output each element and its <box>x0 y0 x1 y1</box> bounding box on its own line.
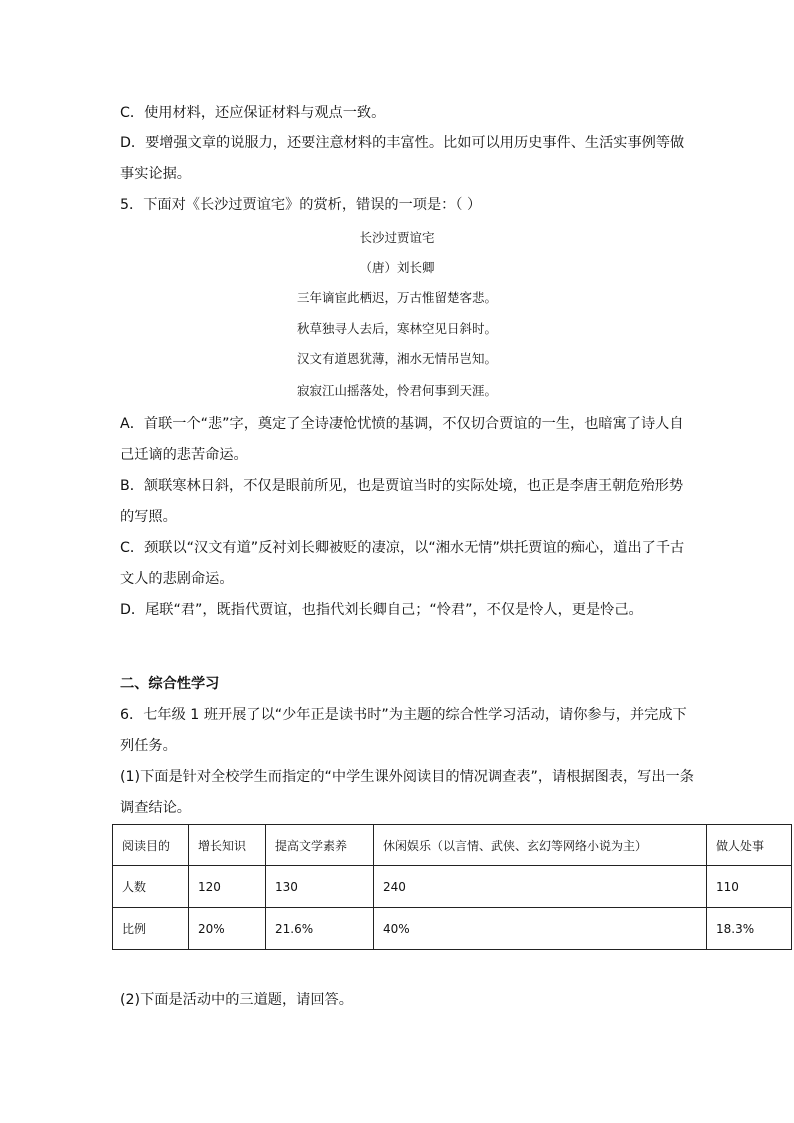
header-cell: 增长知识 <box>189 825 266 866</box>
table-cell: 21.6% <box>266 908 374 950</box>
header-cell: 提高文学素养 <box>266 825 374 866</box>
poem-title: 长沙过贾谊宅 <box>359 230 435 245</box>
table-cell: 130 <box>266 866 374 908</box>
poem-line-3: 汉文有道恩犹薄，湘水无情吊岂知。 <box>296 351 497 366</box>
poem-author: （唐）刘长卿 <box>359 260 435 275</box>
table-cell: 18.3% <box>707 908 792 950</box>
survey-table <box>112 824 792 950</box>
poem-line-4: 寂寂江山摇落处，怜君何事到天涯。 <box>296 383 497 398</box>
header-cell: 休闲娱乐（以言情、武侠、玄幻等网络小说为主） <box>374 825 707 866</box>
poem-line-1: 三年谪宦此栖迟，万古惟留楚客悲。 <box>296 290 497 305</box>
option-d-prev-line1: D．要增强文章的说服力，还要注意材料的丰富性。比如可以用历史事件、生活实事例等做 <box>120 135 685 151</box>
section-2-heading: 二、综合性学习 <box>120 676 220 692</box>
option-b-line1: B．颔联寒林日斜，不仅是眼前所见，也是贾谊当时的实际处境，也正是李唐王朝危殆形势 <box>120 478 684 494</box>
poem-line-2: 秋草独寻人去后，寒林空见日斜时。 <box>296 321 497 336</box>
option-a-line1: A．首联一个“悲”字，奠定了全诗凄怆忧愤的基调，不仅切合贾谊的一生，也暗寓了诗人自 <box>120 416 684 432</box>
table-cell: 40% <box>374 908 707 950</box>
header-cell: 做人处事 <box>707 825 792 866</box>
question-6-line2: 列任务。 <box>120 738 177 754</box>
header-cell: 阅读目的 <box>113 825 189 866</box>
question-5-stem: 5．下面对《长沙过贾谊宅》的赏析，错误的一项是：（ ） <box>120 197 482 213</box>
option-a-line2: 己迁谪的悲苦命运。 <box>120 447 248 463</box>
table-cell: 人数 <box>113 866 189 908</box>
option-c-prev: C．使用材料，还应保证材料与观点一致。 <box>120 105 386 121</box>
table-cell: 120 <box>189 866 266 908</box>
option-b-line2: 的写照。 <box>120 509 177 525</box>
table-row <box>113 908 792 950</box>
part-1-line1: (1)下面是针对全校学生而指定的“中学生课外阅读目的情况调查表”，请根据图表，写出一条 <box>120 769 694 785</box>
table-cell: 240 <box>374 866 707 908</box>
question-6-line1: 6．七年级 1 班开展了以“少年正是读书时”为主题的综合性学习活动，请你参与，并完成下 <box>120 707 687 723</box>
table-cell: 比例 <box>113 908 189 950</box>
table-cell: 110 <box>707 866 792 908</box>
table-header-row <box>113 825 792 866</box>
table-cell: 20% <box>189 908 266 950</box>
part-1-line2: 调查结论。 <box>120 800 191 816</box>
part-2-line: (2)下面是活动中的三道题，请回答。 <box>120 992 353 1008</box>
table-row <box>113 866 792 908</box>
option-d: D．尾联“君”，既指代贾谊，也指代刘长卿自己；“怜君”，不仅是怜人，更是怜己。 <box>120 602 643 618</box>
option-d-prev-line2: 事实论据。 <box>120 166 191 182</box>
option-c-line2: 文人的悲剧命运。 <box>120 571 234 587</box>
option-c-line1: C．颈联以“汉文有道”反衬刘长卿被贬的凄凉，以“湘水无情”烘托贾谊的痴心，道出了千古 <box>120 540 685 556</box>
